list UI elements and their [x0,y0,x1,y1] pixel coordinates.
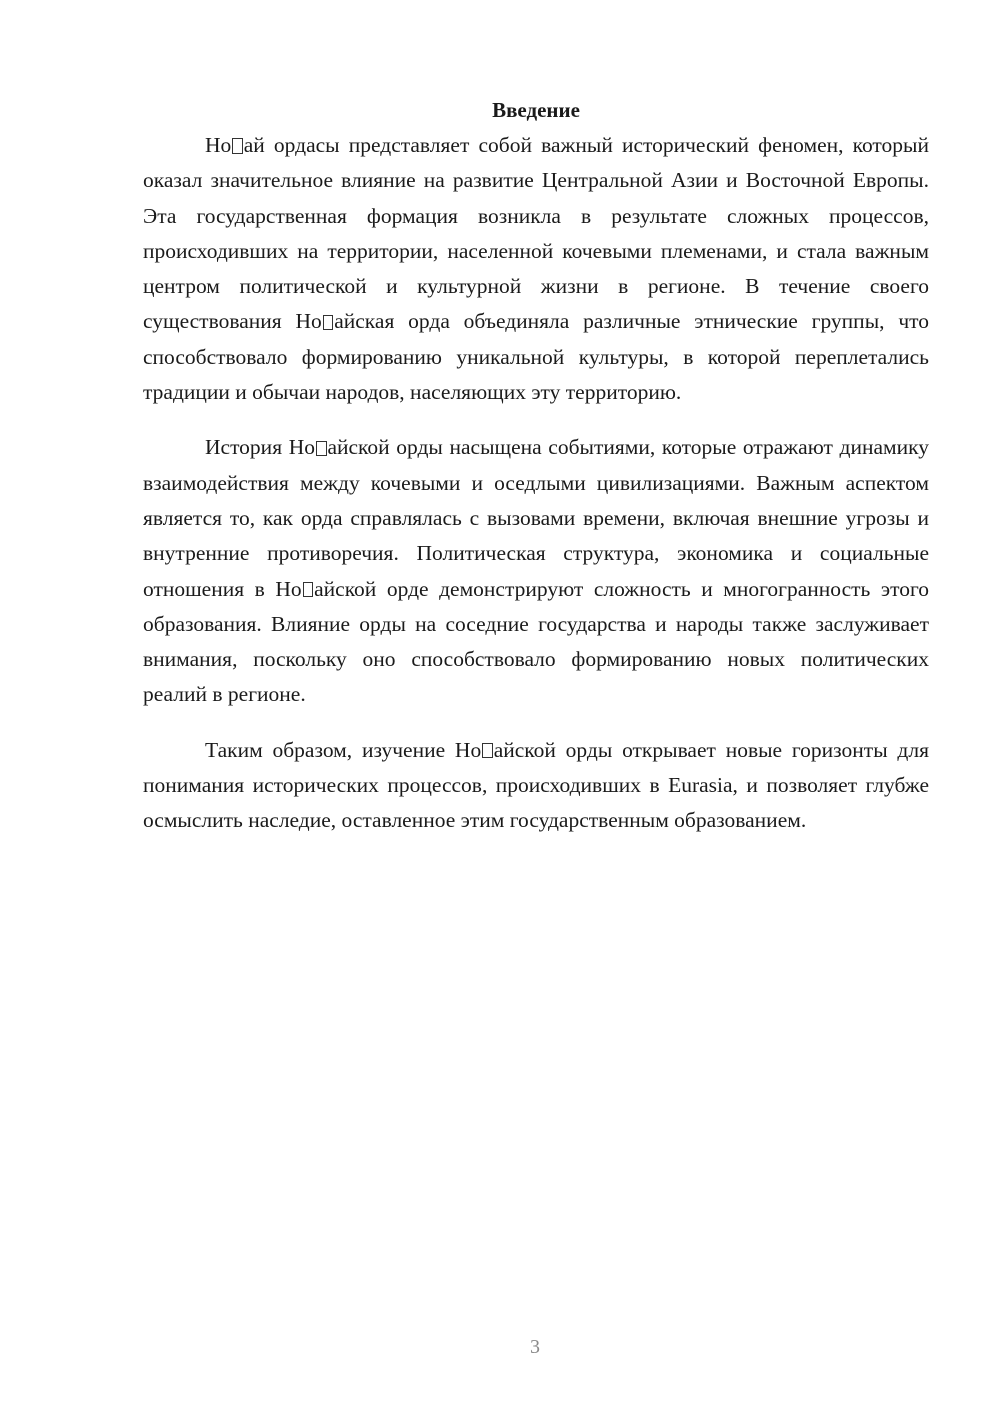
paragraph-text: История Но [205,435,315,460]
paragraph-text: Но [205,133,232,157]
missing-glyph-icon [316,441,327,456]
paragraph-text: ай ордасы представляет собой важный исторический феномен, который оказал значительное влияние на развитие Центральной Азии и Восточной Европы. Эта государственная формация возникла в результате сложных процессов, происходивших на территории, населенной кочевыми племенами, и стала важным центром политической и культурной жизни в регионе. В течение своего существования Но [143,133,929,334]
missing-glyph-icon [232,138,243,153]
page-title: Введение [492,98,580,122]
paragraph-text: айской орде демонстрируют сложность и многогранность этого образования. Влияние орды на соседние государства и народы также заслуживает внимания, поскольку оно способствовало формированию новых политических реалий в регионе. [143,576,929,707]
paragraph-3 [143,733,929,839]
paragraph-text: айской орды открывает новые горизонты для понимания исторических процессов, происходивших в Eurasia, и позволяет глубже осмыслить наследие, оставленное этим государственным образованием. [143,737,929,833]
paragraph-2 [143,430,929,712]
page-body [143,92,929,839]
paragraph-1 [143,128,929,410]
paragraph-text: Таким образом, изучение Но [205,737,482,762]
paragraph-text: айской орды насыщена событиями, которые отражают динамику взаимодействия между кочевыми и оседлыми цивилизациями. Важным аспектом является то, как орда справлялась с вызовами времени, включая внешние угрозы и внутренние противоречия. Политическая структура, экономика и социальные отношения в Но [143,435,929,601]
missing-glyph-icon [482,743,493,758]
missing-glyph-icon [323,315,334,330]
missing-glyph-icon [303,582,314,597]
paragraph-text: айская орда объединяла различные этнические группы, что способствовало формированию уникальной культуры, в которой переплетались традиции и обычаи народов, населяющих эту территорию. [143,309,929,405]
page-number: 3 [530,1336,540,1358]
